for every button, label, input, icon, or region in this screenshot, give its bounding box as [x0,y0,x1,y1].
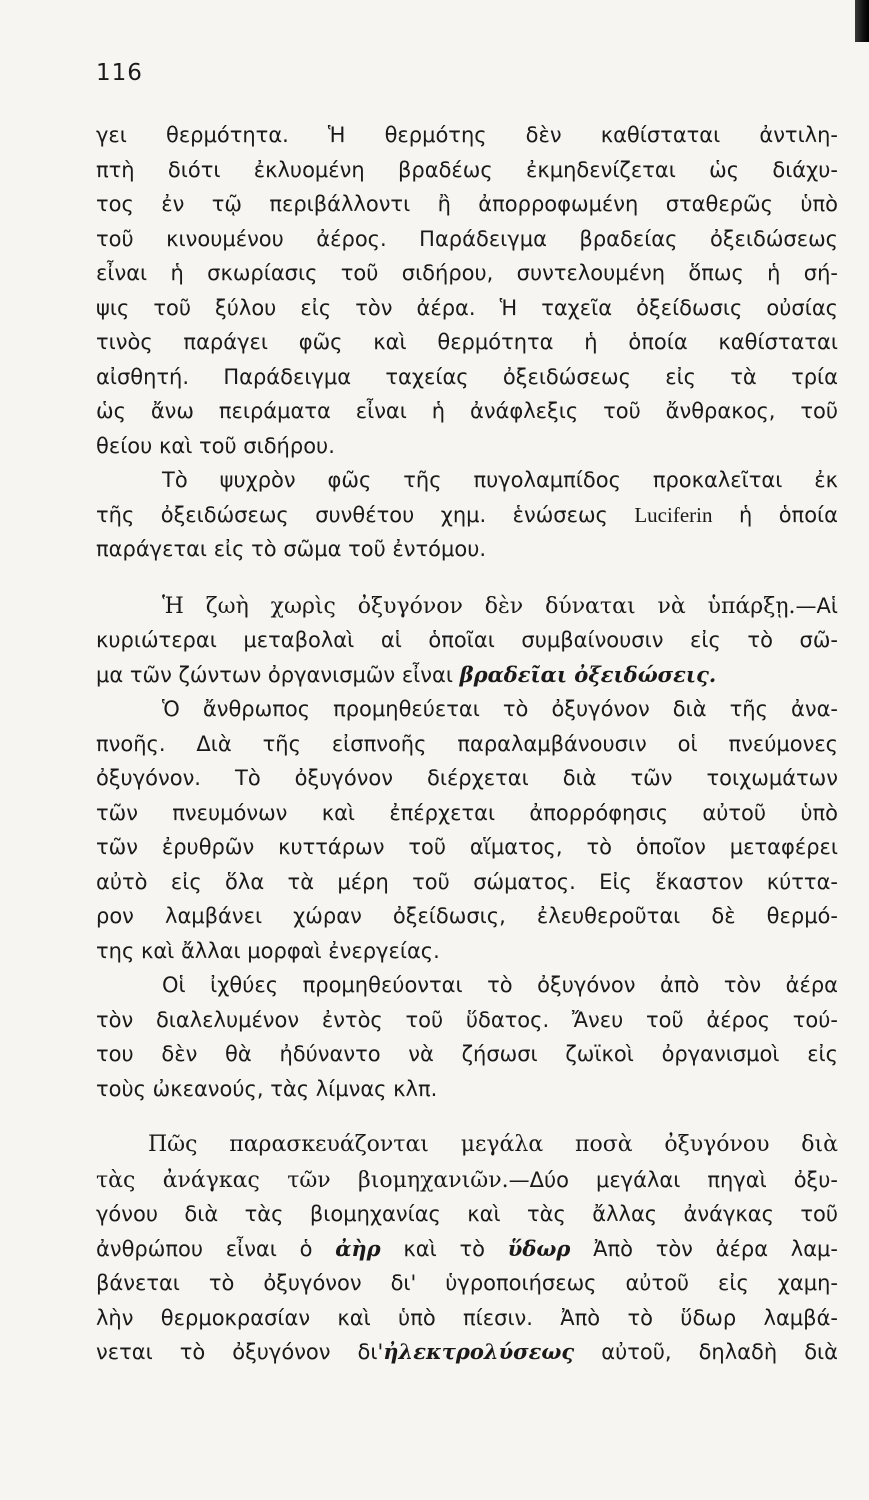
text-fragment: ἡ ὁποία [738,502,838,527]
text-fragment: —Αἱ [795,593,838,618]
text-fragment: —Δύο μεγάλαι πηγαὶ ὀξυ- [508,1167,838,1192]
text-line: ὀξυγόνον. Τὸ ὀξυγόνον διέρχεται διὰ τῶν τοιχωμάτων [96,766,838,790]
text-line [96,498,838,533]
spacer [96,567,838,589]
text-line: Οἱ ἰχθύες προμηθεύονται τὸ ὀξυγόνον ἀπὸ τὸν ἀέρα [162,973,838,997]
page-number: 116 [96,60,143,86]
paragraph-5 [96,968,838,1106]
paragraph-3 [96,589,838,693]
text-line: αἰσθητή. Παράδειγμα ταχείας ὀξειδώσεως εἰς τὰ τρία [96,364,838,389]
emphasis-text: ὕδωρ [507,1235,571,1261]
text-line: θείου καὶ τοῦ σιδήρου. [96,433,335,458]
spacer [96,1106,838,1128]
text-line: βάνεται τὸ ὀξυγόνον δι' ὑγροποιήσεως αὐτοῦ εἰς χαμη- [96,1271,838,1295]
section-heading: Πῶς παρασκευάζονται μεγάλα ποσὰ ὀξυγόνου διὰ [148,1132,838,1157]
text-line: πνοῆς. Διὰ τῆς εἰσπνοῆς παραλαμβάνουσιν οἱ πνεύμονες [96,731,838,756]
text-line: λὴν θερμοκρασίαν καὶ ὑπὸ πίεσιν. Ἀπὸ τὸ ὕδωρ λαμβά- [96,1305,838,1330]
text-line [96,1232,838,1267]
body-text [96,118,838,1370]
text-line [96,658,838,693]
text-line: εἶναι ἡ σκωρίασις τοῦ σιδήρου, συντελουμένη ὅπως ἡ σή- [96,261,838,285]
emphasis-text: βραδεῖαι ὀξειδώσεις. [459,661,717,687]
text-line: ὡς ἄνω πειράματα εἶναι ἡ ἀνάφλεξις τοῦ ἄνθρακος, τοῦ [96,399,838,423]
text-fragment: τῆς ὀξειδώσεως συνθέτου χημ. ἑνώσεως [96,502,608,527]
text-fragment: αὐτοῦ, δηλαδὴ διὰ [601,1340,838,1364]
text-line: τινὸς παράγει φῶς καὶ θερμότητα ἡ ὁποία καθίσταται [96,330,838,354]
paragraph-4 [96,692,838,968]
page-edge-shadow [855,0,869,42]
text-line [96,1335,838,1370]
text-line: τος ἐν τῷ περιβάλλοντι ἢ ἀπορροφωμένη σταθερῶς ὑπὸ [96,192,838,216]
emphasis-text: ἀὴρ [335,1235,381,1261]
section-heading: τὰς ἀνάγκας τῶν βιομηχανιῶν. [96,1167,509,1193]
text-fragment: μα τῶν ζώντων ὀργανισμῶν εἶναι [96,662,453,687]
text-line: γει θερμότητα. Ἡ θερμότης δὲν καθίσταται ἀντιλη- [96,123,838,147]
text-line: αὐτὸ εἰς ὅλα τὰ μέρη τοῦ σώματος. Εἰς ἕκαστον κύττα- [96,869,838,894]
latin-term: Luciferin [634,502,713,527]
text-line: παράγεται εἰς τὸ σῶμα τοῦ ἐντόμου. [96,537,487,561]
emphasis-text: ἠλεκτρολύσεως [383,1339,575,1364]
text-line: τοῦ κινουμένου ἀέρος. Παράδειγμα βραδείας ὀξειδώσεως [96,226,838,251]
text-line: κυριώτεραι μεταβολαὶ αἱ ὁποῖαι συμβαίνουσιν εἰς τὸ σῶ- [96,628,838,652]
text-fragment: καὶ τὸ [403,1236,485,1261]
text-fragment: Ἀπὸ τὸν ἀέρα λαμ- [593,1236,838,1261]
text-line: της καὶ ἄλλαι μορφαὶ ἐνεργείας. [96,938,440,963]
text-fragment: ἀνθρώπου εἶναι ὁ [96,1236,313,1261]
text-line: τῶν πνευμόνων καὶ ἐπέρχεται ἀπορρόφησις αὐτοῦ ὑπὸ [96,800,838,825]
text-line: ρον λαμβάνει χώραν ὀξείδωσις, ἐλευθεροῦται δὲ θερμό- [96,904,838,928]
text-line: πτὴ διότι ἐκλυομένη βραδέως ἐκμηδενίζεται ὡς διάχυ- [96,157,838,182]
text-line: τὸν διαλελυμένον ἐντὸς τοῦ ὕδατος. Ἄνευ τοῦ ἀέρος τού- [96,1007,838,1032]
text-line: γόνου διὰ τὰς βιομηχανίας καὶ τὰς ἄλλας ἀνάγκας τοῦ [96,1202,838,1226]
text-line: Ὁ ἄνθρωπος προμηθεύεται τὸ ὀξυγόνον διὰ τῆς ἀνα- [162,697,838,721]
text-line: τοὺς ὠκεανούς, τὰς λίμνας κλπ. [96,1076,438,1101]
text-fragment: νεται τὸ ὀξυγόνον δι' [96,1340,384,1364]
text-line [96,589,838,624]
paragraph-6 [96,1128,838,1370]
text-line: του δὲν θὰ ἠδύναντο νὰ ζήσωσι ζωϊκοὶ ὀργανισμοὶ εἰς [96,1042,838,1066]
paragraph-1 [96,118,838,463]
text-line: Τὸ ψυχρὸν φῶς τῆς πυγολαμπίδος προκαλεῖται ἐκ [162,468,838,492]
text-line: ψις τοῦ ξύλου εἰς τὸν ἀέρα. Ἡ ταχεῖα ὀξείδωσις οὐσίας [96,295,838,320]
paragraph-2 [96,463,838,567]
text-line [96,1163,838,1198]
section-heading: Ἡ ζωὴ χωρὶς ὀξυγόνον δὲν δύναται νὰ ὑπάρξῃ. [162,593,796,619]
text-line: τῶν ἐρυθρῶν κυττάρων τοῦ αἵματος, τὸ ὁποῖον μεταφέρει [96,835,838,859]
